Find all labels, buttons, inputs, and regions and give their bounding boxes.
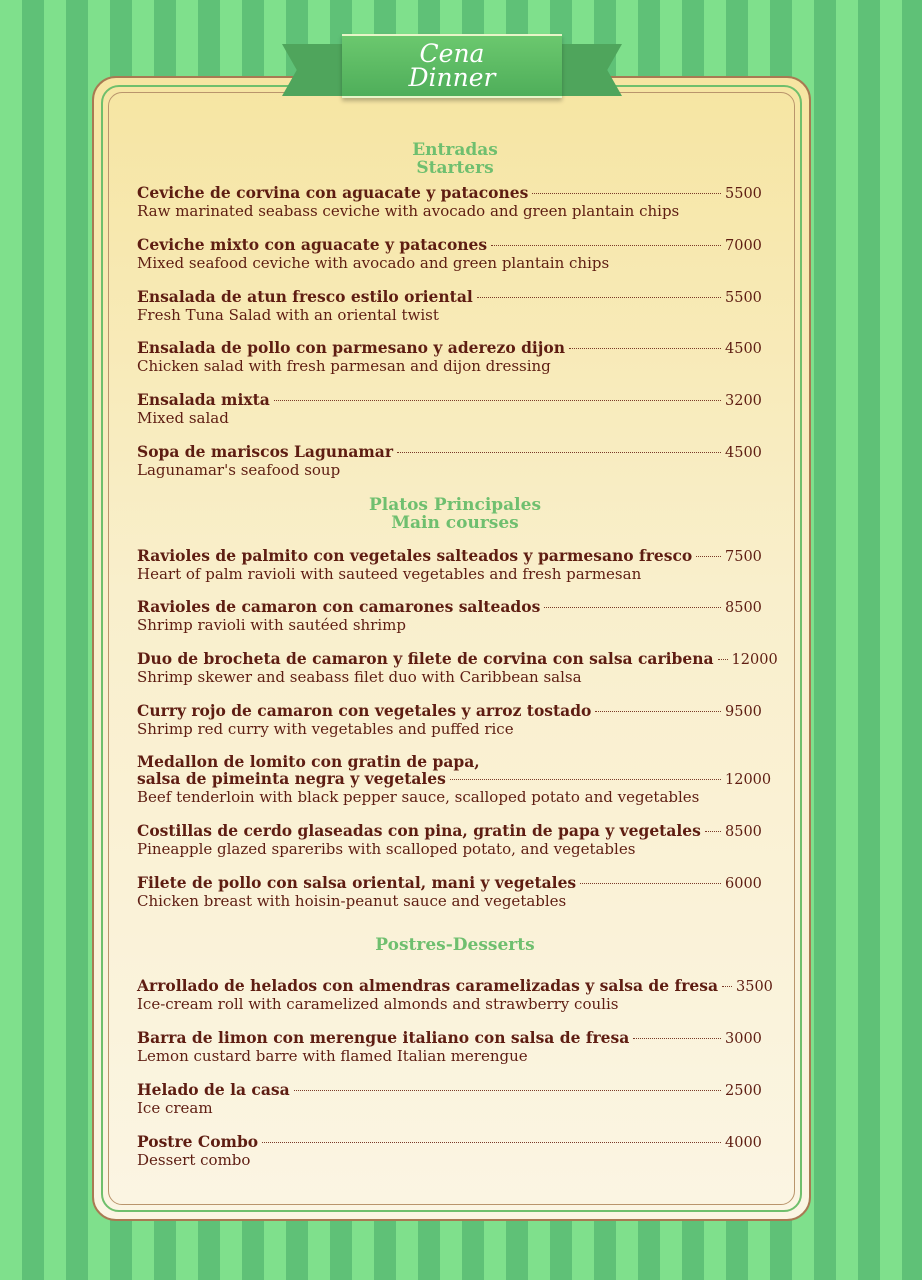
menu-item [137, 598, 777, 634]
section-title-main-courses [0, 496, 910, 532]
menu-item [137, 391, 777, 427]
section-title-es: Entradas [412, 140, 498, 160]
item-price: 5500 [725, 290, 762, 306]
section-title-es: Postres-Desserts [375, 935, 535, 955]
item-price: 7000 [725, 238, 762, 254]
item-description: Pineapple glazed spareribs with scalloped potato, and vegetables [137, 840, 636, 858]
section-title-desserts [0, 936, 910, 954]
dot-leader [718, 659, 728, 660]
item-price: 2500 [725, 1083, 762, 1099]
item-name: Filete de pollo con salsa oriental, mani y vegetales [137, 873, 577, 892]
dot-leader [274, 400, 721, 401]
item-name: Curry rojo de camaron con vegetales y arroz tostado [137, 701, 592, 720]
menu-item [137, 650, 777, 686]
dot-leader [450, 779, 721, 780]
menu-item [137, 702, 777, 738]
menu-item [137, 1133, 777, 1169]
item-price: 12000 [731, 652, 778, 668]
dot-leader [705, 831, 721, 832]
item-price: 4500 [725, 341, 762, 357]
dot-leader [595, 711, 721, 712]
menu-item [137, 288, 777, 324]
item-name: Ensalada mixta [137, 390, 270, 409]
item-name-line1: Medallon de lomito con gratin de papa, [137, 752, 480, 771]
item-name: Barra de limon con merengue italiano con salsa de fresa [137, 1028, 630, 1047]
dot-leader [532, 193, 721, 194]
dot-leader [569, 348, 721, 349]
dot-leader [262, 1142, 721, 1143]
item-price: 3000 [725, 1031, 762, 1047]
section-title-en: Starters [416, 158, 494, 178]
dot-leader [544, 607, 721, 608]
item-price: 4000 [725, 1135, 762, 1151]
dot-leader [722, 986, 732, 987]
item-price: 7500 [725, 549, 762, 565]
item-name: Ensalada de pollo con parmesano y aderezo dijon [137, 338, 566, 357]
item-price: 8500 [725, 600, 762, 616]
menu-item [137, 822, 777, 858]
item-name: Ravioles de palmito con vegetales salteados y parmesano fresco [137, 546, 693, 565]
header-title-en: Dinner [408, 63, 496, 92]
item-name: Ensalada de atun fresco estilo oriental [137, 287, 473, 306]
item-price: 3500 [736, 979, 773, 995]
item-name: Ravioles de camaron con camarones salteados [137, 597, 541, 616]
menu-item [137, 443, 777, 479]
item-description: Shrimp ravioli with sautéed shrimp [137, 616, 406, 634]
item-name: Duo de brocheta de camaron y filete de corvina con salsa caribena [137, 649, 714, 668]
item-name: Ceviche mixto con aguacate y patacones [137, 235, 488, 254]
item-description: Lemon custard barre with flamed Italian merengue [137, 1047, 528, 1065]
header-ribbon [282, 28, 622, 110]
item-price: 3200 [725, 393, 762, 409]
item-description: Heart of palm ravioli with sauteed vegetables and fresh parmesan [137, 565, 642, 583]
item-price: 12000 [725, 772, 772, 788]
item-description: Fresh Tuna Salad with an oriental twist [137, 306, 439, 324]
item-description: Mixed salad [137, 409, 229, 427]
item-description: Raw marinated seabass ceviche with avocado and green plantain chips [137, 202, 680, 220]
dot-leader [477, 297, 721, 298]
item-description: Chicken breast with hoisin-peanut sauce and vegetables [137, 892, 567, 910]
item-price: 5500 [725, 186, 762, 202]
item-description: Shrimp skewer and seabass filet duo with Caribbean salsa [137, 668, 582, 686]
item-description: Beef tenderloin with black pepper sauce, scalloped potato and vegetables [137, 788, 700, 806]
item-price: 4500 [725, 445, 762, 461]
menu-item [137, 547, 777, 583]
dot-leader [397, 452, 721, 453]
section-title-es: Platos Principales [368, 495, 542, 515]
dot-leader [633, 1038, 721, 1039]
item-description: Lagunamar's seafood soup [137, 461, 341, 479]
section-title-starters [0, 141, 910, 177]
item-price: 6000 [725, 876, 762, 892]
ribbon-banner [342, 34, 562, 98]
item-description: Ice cream [137, 1099, 213, 1117]
item-price: 8500 [725, 824, 762, 840]
menu-item [137, 236, 777, 272]
item-name: Arrollado de helados con almendras caramelizadas y salsa de fresa [137, 976, 718, 995]
item-name: Sopa de mariscos Lagunamar [137, 442, 393, 461]
dot-leader [580, 883, 721, 884]
item-name: Ceviche de corvina con aguacate y patacones [137, 183, 529, 202]
menu-item [137, 1081, 777, 1117]
item-name: Costillas de cerdo glaseadas con pina, gratin de papa y vegetales [137, 821, 701, 840]
item-description: Ice-cream roll with caramelized almonds and strawberry coulis [137, 995, 619, 1013]
menu-item [137, 753, 777, 806]
section-title-en: Main courses [391, 513, 519, 533]
dot-leader [294, 1090, 721, 1091]
header-title-es: Cena [419, 39, 485, 68]
menu-item [137, 184, 777, 220]
item-description: Shrimp red curry with vegetables and puffed rice [137, 720, 514, 738]
item-description: Dessert combo [137, 1151, 251, 1169]
item-name: Postre Combo [137, 1132, 259, 1151]
item-description: Chicken salad with fresh parmesan and dijon dressing [137, 357, 551, 375]
menu-item [137, 977, 777, 1013]
item-name: salsa de pimeinta negra y vegetales [137, 769, 446, 788]
item-price: 9500 [725, 704, 762, 720]
dot-leader [696, 556, 721, 557]
item-description: Mixed seafood ceviche with avocado and green plantain chips [137, 254, 610, 272]
item-name: Helado de la casa [137, 1080, 290, 1099]
dot-leader [491, 245, 721, 246]
menu-item [137, 874, 777, 910]
menu-item [137, 339, 777, 375]
menu-item [137, 1029, 777, 1065]
